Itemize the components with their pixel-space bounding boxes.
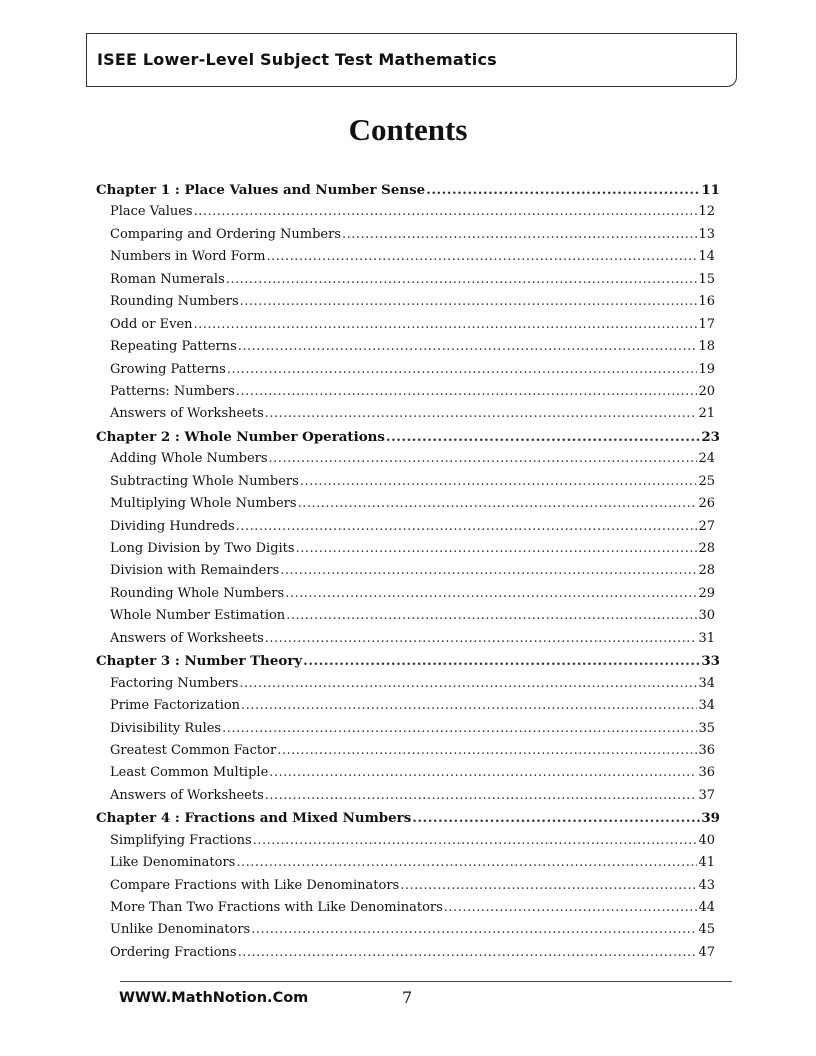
toc-entry-label: Rounding Whole Numbers (110, 585, 285, 601)
toc-entry-page: 26 (698, 496, 715, 512)
toc-entry-page: 12 (698, 204, 715, 220)
toc-entry-page: 29 (698, 585, 715, 601)
dot-leader (265, 785, 698, 807)
toc-section-entry[interactable] (96, 560, 715, 582)
toc-entry-label: Compare Fractions with Like Denominators (110, 877, 400, 893)
toc-chapter-entry[interactable] (96, 650, 720, 672)
page-title: Contents (348, 112, 468, 147)
toc-section-entry[interactable] (96, 695, 715, 717)
toc-section-entry[interactable] (96, 448, 715, 470)
dot-leader (194, 201, 698, 223)
toc-entry-label: Rounding Numbers (110, 294, 239, 310)
toc-entry-label: Chapter 2 : Whole Number Operations (96, 428, 385, 445)
toc-entry-page: 24 (698, 451, 715, 467)
toc-section-entry[interactable] (96, 381, 715, 403)
dot-leader (238, 942, 698, 964)
toc-section-entry[interactable] (96, 605, 715, 627)
toc-section-entry[interactable] (96, 336, 715, 358)
toc-entry-label: Numbers in Word Form (110, 249, 266, 265)
toc-entry-label: Divisibility Rules (110, 720, 222, 736)
toc-section-entry[interactable] (96, 897, 715, 919)
dot-leader (342, 224, 697, 246)
toc-entry-page: 11 (701, 182, 720, 198)
toc-entry-page: 41 (698, 855, 715, 871)
table-of-contents (96, 179, 720, 964)
toc-chapter-entry[interactable] (96, 179, 720, 201)
page-number: 7 (402, 988, 413, 1007)
toc-entry-page: 28 (698, 541, 715, 556)
toc-entry-label: Chapter 3 : Number Theory (96, 653, 303, 670)
dot-leader (286, 605, 697, 627)
toc-entry-label: Long Division by Two Digits (110, 541, 295, 556)
toc-chapter-entry[interactable] (96, 807, 720, 829)
toc-entry-label: More Than Two Fractions with Like Denominators (110, 900, 443, 915)
toc-entry-label: Division with Remainders (110, 563, 280, 579)
toc-entry-label: Subtracting Whole Numbers (110, 473, 299, 489)
footer-divider (120, 981, 732, 982)
toc-section-entry[interactable] (96, 942, 715, 964)
dot-leader (386, 426, 700, 448)
toc-entry-page: 36 (698, 765, 715, 781)
footer-website: WWW.MathNotion.Com (119, 990, 309, 1006)
dot-leader (238, 336, 698, 358)
toc-entry-page: 37 (698, 787, 715, 803)
toc-entry-page: 25 (698, 473, 715, 489)
toc-entry-label: Answers of Worksheets (110, 630, 264, 646)
dot-leader (444, 897, 698, 919)
dot-leader (400, 875, 697, 897)
toc-entry-page: 35 (698, 720, 715, 736)
toc-section-entry[interactable] (96, 314, 715, 336)
dot-leader (296, 538, 698, 560)
toc-section-entry[interactable] (96, 224, 715, 246)
dot-leader (300, 471, 698, 493)
dot-leader (265, 403, 698, 425)
toc-entry-label: Answers of Worksheets (110, 787, 264, 803)
toc-entry-label: Patterns: Numbers (110, 383, 235, 399)
dot-leader (227, 359, 698, 381)
toc-entry-page: 39 (701, 810, 720, 827)
toc-entry-label: Repeating Patterns (110, 339, 237, 355)
toc-entry-page: 30 (698, 608, 715, 624)
toc-entry-page: 31 (698, 630, 715, 646)
toc-section-entry[interactable] (96, 919, 715, 941)
toc-entry-label: Roman Numerals (110, 271, 225, 287)
dot-leader (251, 919, 697, 941)
dot-leader (222, 718, 697, 740)
dot-leader (303, 650, 700, 672)
toc-section-entry[interactable] (96, 762, 715, 784)
toc-entry-page: 34 (698, 698, 715, 714)
toc-entry-page: 18 (698, 339, 715, 355)
toc-entry-label: Adding Whole Numbers (110, 451, 268, 467)
toc-entry-page: 40 (698, 832, 715, 848)
dot-leader (285, 583, 697, 605)
toc-section-entry[interactable] (96, 740, 715, 762)
toc-section-entry[interactable] (96, 785, 715, 807)
toc-section-entry[interactable] (96, 852, 715, 874)
dot-leader (239, 673, 697, 695)
toc-entry-label: Greatest Common Factor (110, 742, 277, 758)
toc-entry-label: Chapter 1 : Place Values and Number Sense (96, 182, 426, 198)
toc-entry-label: Odd or Even (110, 316, 193, 332)
toc-section-entry[interactable] (96, 403, 715, 425)
toc-section-entry[interactable] (96, 471, 715, 493)
toc-entry-page: 44 (698, 900, 715, 915)
toc-section-entry[interactable] (96, 246, 715, 268)
dot-leader (277, 740, 697, 762)
dot-leader (280, 560, 697, 582)
dot-leader (236, 381, 698, 403)
toc-section-entry[interactable] (96, 673, 715, 695)
book-title: ISEE Lower-Level Subject Test Mathematics (97, 50, 497, 69)
toc-entry-label: Like Denominators (110, 855, 236, 871)
dot-leader (269, 448, 698, 470)
toc-section-entry[interactable] (96, 269, 715, 291)
toc-entry-label: Least Common Multiple (110, 765, 269, 781)
toc-section-entry[interactable] (96, 291, 715, 313)
dot-leader (236, 516, 698, 538)
toc-entry-page: 47 (698, 944, 715, 960)
toc-entry-page: 13 (698, 226, 715, 242)
toc-entry-label: Unlike Denominators (110, 922, 251, 938)
toc-entry-label: Ordering Fractions (110, 944, 237, 960)
toc-entry-label: Place Values (110, 204, 193, 220)
toc-entry-page: 19 (698, 361, 715, 377)
toc-entry-label: Simplifying Fractions (110, 832, 252, 848)
toc-entry-label: Chapter 4 : Fractions and Mixed Numbers (96, 810, 412, 827)
toc-section-entry[interactable] (96, 830, 715, 852)
toc-entry-label: Whole Number Estimation (110, 608, 286, 624)
toc-entry-label: Answers of Worksheets (110, 406, 264, 422)
toc-entry-page: 20 (698, 383, 715, 399)
toc-entry-label: Comparing and Ordering Numbers (110, 226, 342, 242)
dot-leader (426, 179, 700, 201)
toc-entry-page: 36 (698, 742, 715, 758)
toc-chapter-entry[interactable] (96, 426, 720, 448)
toc-entry-page: 28 (698, 563, 715, 579)
toc-section-entry[interactable] (96, 516, 715, 538)
dot-leader (236, 852, 697, 874)
toc-section-entry[interactable] (96, 493, 715, 515)
toc-section-entry[interactable] (96, 359, 715, 381)
toc-section-entry[interactable] (96, 201, 715, 223)
toc-entry-page: 15 (698, 271, 715, 287)
toc-entry-page: 21 (698, 406, 715, 422)
toc-entry-label: Multiplying Whole Numbers (110, 496, 297, 512)
dot-leader (269, 762, 697, 784)
toc-entry-label: Factoring Numbers (110, 675, 239, 691)
toc-section-entry[interactable] (96, 538, 715, 560)
toc-entry-page: 45 (698, 922, 715, 938)
dot-leader (240, 291, 698, 313)
dot-leader (194, 314, 698, 336)
toc-entry-page: 34 (698, 675, 715, 691)
toc-entry-page: 33 (701, 653, 720, 670)
toc-entry-page: 43 (698, 877, 715, 893)
toc-entry-label: Prime Factorization (110, 698, 241, 714)
toc-entry-page: 17 (698, 316, 715, 332)
toc-section-entry[interactable] (96, 628, 715, 650)
toc-entry-page: 16 (698, 294, 715, 310)
dot-leader (412, 807, 700, 829)
dot-leader (226, 269, 698, 291)
dot-leader (265, 628, 698, 650)
running-header (86, 33, 737, 87)
toc-entry-page: 27 (698, 518, 715, 534)
toc-entry-label: Growing Patterns (110, 361, 226, 377)
toc-entry-page: 23 (701, 428, 720, 445)
toc-entry-label: Dividing Hundreds (110, 518, 235, 534)
dot-leader (298, 493, 698, 515)
dot-leader (241, 695, 697, 717)
dot-leader (266, 246, 697, 268)
dot-leader (253, 830, 698, 852)
toc-entry-page: 14 (698, 249, 715, 265)
toc-section-entry[interactable] (96, 875, 715, 897)
toc-section-entry[interactable] (96, 718, 715, 740)
toc-section-entry[interactable] (96, 583, 715, 605)
